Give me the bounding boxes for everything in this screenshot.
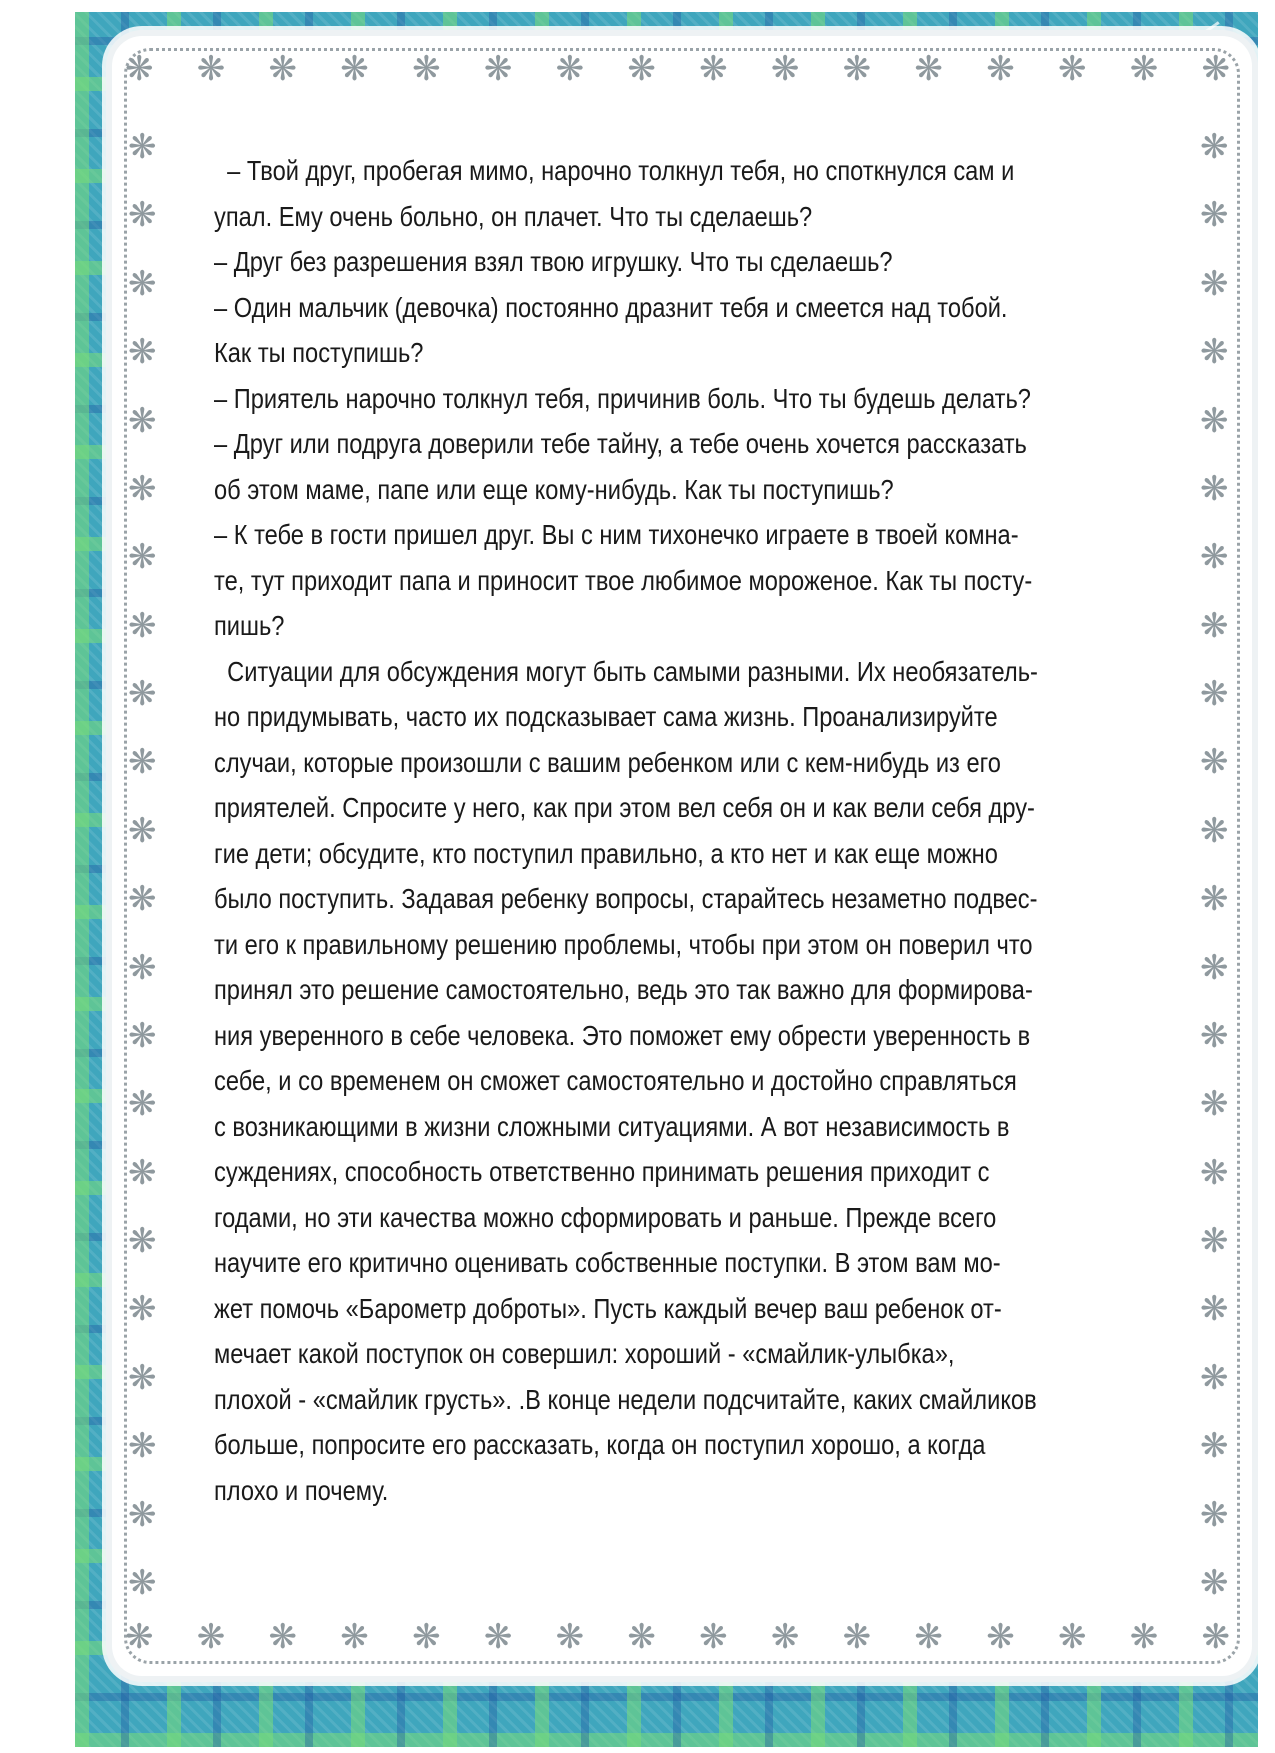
lace-flower-icon: ❋ bbox=[1200, 1357, 1229, 1398]
lace-flower-icon: ❋ bbox=[1201, 49, 1230, 89]
lace-flower-icon: ❋ bbox=[128, 195, 157, 236]
lace-flower-icon: ❋ bbox=[1200, 605, 1229, 646]
lace-flower-icon: ❋ bbox=[842, 49, 872, 89]
lace-flower-icon: ❋ bbox=[1200, 537, 1229, 578]
lace-flower-icon: ❋ bbox=[128, 1562, 157, 1603]
lace-flower-icon: ❋ bbox=[268, 1617, 298, 1657]
lace-flower-icon: ❋ bbox=[128, 879, 157, 920]
lace-flower-icon: ❋ bbox=[1200, 1562, 1229, 1603]
question-item: – К тебе в гости пришел друг. Вы с ним тихонечко играете в твоей комна- те, тут приходит папа и приносит твое любимое мороженое. Как ты посту- пишь? bbox=[214, 519, 1033, 641]
lace-flower-icon: ❋ bbox=[128, 400, 157, 441]
question-item: – Один мальчик (девочка) постоянно дразнит тебя и смеется над тобой. Как ты поступишь? bbox=[214, 291, 1008, 368]
lace-flower-icon: ❋ bbox=[699, 1617, 728, 1657]
lace-flower-icon: ❋ bbox=[128, 1152, 157, 1193]
lace-flower-icon: ❋ bbox=[770, 1617, 800, 1657]
lace-flower-icon: ❋ bbox=[1057, 1617, 1087, 1657]
lace-flower-icon: ❋ bbox=[699, 49, 728, 89]
lace-flower-icon: ❋ bbox=[986, 1617, 1015, 1657]
lace-flower-icon: ❋ bbox=[128, 1494, 157, 1535]
lace-flower-icon: ❋ bbox=[1200, 1426, 1229, 1467]
lace-flower-icon: ❋ bbox=[1200, 810, 1229, 851]
lace-flower-icon: ❋ bbox=[128, 1357, 157, 1398]
lace-flower-icon: ❋ bbox=[1200, 674, 1229, 714]
lace-flower-icon: ❋ bbox=[914, 1617, 943, 1657]
lace-flower-icon: ❋ bbox=[1200, 400, 1229, 441]
lace-flower-icon: ❋ bbox=[770, 49, 800, 89]
lace-flower-icon: ❋ bbox=[1200, 1494, 1229, 1535]
lace-flower-icon: ❋ bbox=[196, 49, 226, 89]
lace-flower-icon: ❋ bbox=[986, 49, 1015, 89]
lace-flower-icon: ❋ bbox=[128, 127, 157, 167]
lace-flower-icon: ❋ bbox=[1200, 1084, 1229, 1125]
lace-top-flowers bbox=[125, 49, 1230, 89]
lace-flower-icon: ❋ bbox=[128, 1289, 157, 1330]
lace-flower-icon: ❋ bbox=[483, 1617, 513, 1657]
lace-flower-icon: ❋ bbox=[1200, 947, 1229, 988]
lace-flower-icon: ❋ bbox=[128, 468, 157, 509]
lace-flower-icon: ❋ bbox=[128, 674, 157, 714]
lace-flower-icon: ❋ bbox=[128, 1221, 157, 1261]
lace-flower-icon: ❋ bbox=[1200, 1221, 1229, 1261]
question-item: – Друг или подруга доверили тебе тайну, а тебе очень хочется рассказать об этом маме, папе или еще кому-нибудь. Как ты поступишь? bbox=[214, 428, 1027, 505]
lace-flower-icon: ❋ bbox=[128, 1084, 157, 1125]
lace-left-flowers bbox=[128, 127, 157, 1603]
lace-flower-icon: ❋ bbox=[914, 49, 943, 89]
lace-flower-icon: ❋ bbox=[1200, 332, 1229, 373]
lace-flower-icon: ❋ bbox=[555, 49, 585, 89]
lace-flower-icon: ❋ bbox=[842, 1617, 872, 1657]
lace-flower-icon: ❋ bbox=[128, 742, 157, 783]
lace-flower-icon: ❋ bbox=[1200, 127, 1229, 167]
lace-flower-icon: ❋ bbox=[412, 49, 441, 89]
lace-flower-icon: ❋ bbox=[1129, 1617, 1159, 1657]
lace-flower-icon: ❋ bbox=[1200, 1152, 1229, 1193]
lace-flower-icon: ❋ bbox=[128, 263, 157, 304]
lace-flower-icon: ❋ bbox=[627, 1617, 656, 1657]
lace-flower-icon: ❋ bbox=[340, 49, 369, 89]
lace-flower-icon: ❋ bbox=[196, 1617, 226, 1657]
question-item: – Твой друг, пробегая мимо, нарочно толкнул тебя, но споткнулся сам и упал. Ему очень больно, он плачет. Что ты сделаешь? bbox=[214, 155, 1015, 232]
lace-flower-icon: ❋ bbox=[1129, 49, 1159, 89]
lace-flower-icon: ❋ bbox=[128, 1426, 157, 1467]
lace-flower-icon: ❋ bbox=[483, 49, 513, 89]
question-item: – Друг без разрешения взял твою игрушку. Что ты сделаешь? bbox=[214, 246, 893, 277]
lace-flower-icon: ❋ bbox=[340, 1617, 369, 1657]
lace-flower-icon: ❋ bbox=[1200, 879, 1229, 920]
lace-flower-icon: ❋ bbox=[128, 810, 157, 851]
lace-flower-icon: ❋ bbox=[1200, 468, 1229, 509]
lace-flower-icon: ❋ bbox=[128, 947, 157, 988]
main-paragraph: Ситуации для обсуждения могут быть самыми разными. Их необязатель- но придумывать, часто их подсказывает сама жизнь. Проанализируйте случаи, которые произошли с вашим ребенком или с кем-нибудь из его приятелей. Спросите у него, как при этом вел себя он и как вели себя дру- гие дети; обсудите, кто поступил правильно, а кто нет и как еще можно было поступить. Задавая ребенку вопросы, старайтесь незаметно подвес- ти его к правильному решению проблемы, чтобы при этом он поверил что принял это решение самостоятельно, ведь это так важно для формирова- ния уверенного в себе человека. Это поможет ему обрести уверенность в себе, и со временем он сможет самостоятельно и достойно справляться с возникающими в жизни сложными ситуациями. А вот независимость в суждениях, способность ответственно принимать решения приходит с годами, но эти качества можно сформировать и раньше. Прежде всего научите его критично оценивать собственные поступки. В этом вам мо- жет помочь «Барометр доброты». Пусть каждый вечер ваш ребенок от- мечает какой поступок он совершил: хороший - «смайлик-улыбка», плохой - «смайлик грусть». .В конце недели подсчитайте, каких смайликов больше, попросите его рассказать, когда он поступил хорошо, а когда плохо и почему. bbox=[214, 655, 1038, 1506]
lace-flower-icon: ❋ bbox=[128, 605, 157, 646]
lace-flower-icon: ❋ bbox=[1200, 742, 1229, 783]
lace-flower-icon: ❋ bbox=[412, 1617, 441, 1657]
lace-flower-icon: ❋ bbox=[268, 49, 298, 89]
lace-flower-icon: ❋ bbox=[1200, 1015, 1229, 1056]
lace-flower-icon: ❋ bbox=[555, 1617, 585, 1657]
document-body bbox=[214, 148, 1038, 1513]
lace-flower-icon: ❋ bbox=[1200, 195, 1229, 236]
lace-flower-icon: ❋ bbox=[1201, 1617, 1230, 1657]
lace-flower-icon: ❋ bbox=[128, 332, 157, 373]
lace-flower-icon: ❋ bbox=[627, 49, 656, 89]
lace-right-flowers bbox=[1200, 127, 1229, 1603]
lace-flower-icon: ❋ bbox=[125, 49, 154, 89]
lace-flower-icon: ❋ bbox=[128, 1015, 157, 1056]
lace-flower-icon: ❋ bbox=[125, 1617, 154, 1657]
lace-bottom-flowers bbox=[125, 1617, 1230, 1657]
lace-flower-icon: ❋ bbox=[1200, 263, 1229, 304]
lace-flower-icon: ❋ bbox=[1200, 1289, 1229, 1330]
question-item: – Приятель нарочно толкнул тебя, причинив боль. Что ты будешь делать? bbox=[214, 382, 1031, 414]
lace-flower-icon: ❋ bbox=[1057, 49, 1087, 89]
lace-flower-icon: ❋ bbox=[128, 537, 157, 578]
